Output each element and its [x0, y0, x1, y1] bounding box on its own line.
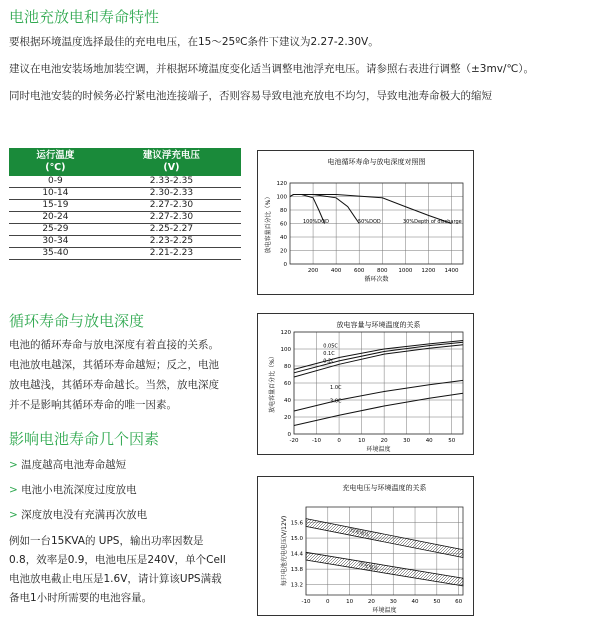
- chart-title: 充电电压与环境温度的关系: [342, 484, 427, 492]
- chart-cycle-life: [257, 150, 474, 295]
- x-tick-label: 50: [448, 438, 456, 444]
- table-row: [9, 248, 241, 260]
- x-tick-label: 50: [433, 599, 441, 605]
- y-tick-label: 20: [280, 248, 287, 255]
- y-tick-label: 15.0: [290, 536, 303, 543]
- series-label: 3.0C: [330, 398, 342, 405]
- band-label: 均充电压: [349, 527, 370, 539]
- table-cell: 2.21-2.23: [102, 248, 241, 260]
- factor-item: [9, 457, 126, 472]
- x-tick-label: 800: [377, 268, 388, 274]
- x-tick-label: 0: [337, 438, 341, 444]
- x-tick-label: 1400: [444, 268, 459, 274]
- header-line: 建议浮充电压: [142, 150, 200, 161]
- y-axis-label: 放电容量百分比（%）: [265, 193, 272, 254]
- x-tick-label: 10: [346, 599, 354, 605]
- table-cell: 10-14: [9, 188, 102, 200]
- chart-title: 电池循环寿命与放电深度对照图: [327, 158, 426, 166]
- section-line: 放电越浅，其循环寿命越长。当然，放电深度: [9, 379, 219, 391]
- y-tick-label: 0: [287, 432, 291, 438]
- intro-paragraph: 要根据环境温度选择最佳的充电电压，在15～25ºC条件下建议为2.27-2.30V。: [9, 36, 379, 48]
- y-tick-label: 15.6: [290, 520, 303, 527]
- y-tick-label: 100: [276, 194, 287, 201]
- y-tick-label: 60: [280, 221, 287, 228]
- header-line: 运行温度: [36, 150, 75, 161]
- table-cell: 15-19: [9, 200, 102, 212]
- y-tick-label: 80: [280, 208, 287, 214]
- y-tick-label: 40: [280, 235, 287, 241]
- chart-capacity-temperature: [257, 313, 474, 455]
- table-cell: 0-9: [9, 176, 102, 188]
- table-cell: 2.30-2.33: [102, 188, 241, 200]
- x-tick-label: 1000: [398, 268, 413, 274]
- table-row: [9, 200, 241, 212]
- table-header-voltage: [102, 148, 241, 176]
- factor-item: [9, 482, 137, 497]
- y-tick-label: 20: [284, 415, 291, 421]
- x-tick-label: 20: [380, 438, 388, 444]
- x-tick-label: 60: [455, 599, 463, 605]
- x-tick-label: 0: [326, 599, 330, 605]
- page-title: 电池充放电和寿命特性: [9, 8, 160, 26]
- x-tick-label: 30: [389, 599, 397, 605]
- table-cell: 25-29: [9, 224, 102, 236]
- table-cell: 30-34: [9, 236, 102, 248]
- example-line: 备电1小时所需要的电池容量。: [9, 592, 153, 604]
- y-tick-label: 13.2: [290, 582, 303, 589]
- series-line: [294, 380, 463, 411]
- table-row: [9, 224, 241, 236]
- chart-title: 放电容量与环境温度的关系: [336, 321, 421, 329]
- table-cell: 2.25-2.27: [102, 224, 241, 236]
- table-cell: 2.33-2.35: [102, 176, 241, 188]
- series-line: [294, 393, 463, 425]
- header-unit: (℃): [45, 162, 66, 173]
- section-line: 电池放电越深，其循环寿命越短；反之，电池: [9, 359, 219, 371]
- chart-cycle-life-svg: [258, 151, 473, 294]
- annotation-label: 30%Depth of discharge: [403, 219, 462, 225]
- factor-item: [9, 507, 147, 522]
- table-cell: 2.23-2.25: [102, 236, 241, 248]
- x-tick-label: -10: [301, 599, 311, 605]
- y-axis-label: 放电容量百分比（%）: [269, 353, 276, 413]
- x-tick-label: 400: [330, 268, 342, 274]
- series-label: 0.1C: [323, 350, 335, 357]
- table-cell: 20-24: [9, 212, 102, 224]
- x-tick-label: -20: [289, 438, 299, 444]
- x-tick-label: -10: [312, 438, 322, 444]
- section-line: 电池的循环寿命与放电深度有着直接的关系。: [9, 339, 219, 351]
- x-tick-label: 200: [307, 268, 319, 274]
- y-tick-label: 14.4: [290, 551, 303, 558]
- chart-capacity-temperature-svg: [258, 314, 473, 454]
- intro-paragraph: 建议在电池安装场地加装空调，并根据环境温度变化适当调整电池浮充电压。请参照右表进行调整（±3mv/℃）。: [9, 63, 534, 75]
- series-line: [294, 342, 463, 373]
- table-row: [9, 176, 241, 188]
- x-tick-label: 40: [425, 438, 433, 444]
- x-tick-label: 1200: [421, 268, 436, 274]
- float-voltage-table: [9, 148, 241, 260]
- bullet-marker: >: [9, 509, 18, 521]
- annotation-label: 100%DOD: [303, 219, 329, 225]
- x-axis-label: 环境温度: [372, 607, 397, 614]
- section-title-cycle-life: 循环寿命与放电深度: [9, 312, 145, 330]
- factor-text: 温度越高电池寿命越短: [21, 459, 127, 471]
- y-tick-label: 60: [284, 381, 291, 387]
- x-axis-label: 循环次数: [364, 276, 389, 283]
- y-tick-label: 80: [284, 364, 291, 370]
- x-tick-label: 10: [358, 438, 366, 444]
- header-unit: (V): [163, 162, 180, 173]
- x-tick-label: 30: [403, 438, 411, 444]
- series-label: 1.0C: [330, 384, 342, 391]
- factor-text: 深度放电没有充满再次放电: [21, 509, 148, 521]
- x-axis-label: 环境温度: [366, 446, 391, 453]
- bullet-marker: >: [9, 484, 18, 496]
- example-line: 电池放电截止电压是1.6V，请计算该UPS满载: [9, 573, 222, 585]
- table-cell: 2.27-2.30: [102, 212, 241, 224]
- factor-text: 电池小电流深度过度放电: [21, 484, 137, 496]
- table-row: [9, 236, 241, 248]
- section-line: 并不是影响其循环寿命的唯一因素。: [9, 399, 177, 411]
- y-tick-label: 120: [280, 330, 291, 336]
- y-tick-label: 0: [283, 262, 287, 268]
- band-label: 浮充电压: [357, 561, 379, 573]
- series-label: 0.2C: [323, 358, 335, 365]
- table-row: [9, 212, 241, 224]
- example-line: 例如一台15KVA的 UPS，输出功率因数是: [9, 535, 204, 547]
- annotation-label: 50%DOD: [358, 219, 381, 225]
- intro-paragraph: 同时电池安装的时候务必拧紧电池连接端子，否则容易导致电池充放电不均匀，导致电池寿命极大的缩短: [9, 90, 492, 102]
- y-tick-label: 40: [284, 398, 291, 404]
- chart-voltage-temperature-svg: [258, 477, 473, 615]
- x-tick-label: 600: [353, 268, 365, 274]
- table-row: [9, 188, 241, 200]
- y-tick-label: 120: [276, 181, 287, 187]
- table-header-row: [9, 148, 241, 176]
- table-cell: 2.27-2.30: [102, 200, 241, 212]
- x-tick-label: 20: [367, 599, 375, 605]
- series-label: 0.05C: [323, 343, 338, 350]
- x-tick-label: 40: [411, 599, 419, 605]
- y-axis-label: 每只电池充电电压(V/12V): [281, 515, 288, 587]
- section-title-factors: 影响电池寿命几个因素: [9, 430, 160, 448]
- example-line: 0.8，效率是0.9，电池电压是240V，单个Cell: [9, 554, 226, 566]
- table-header-temperature: [9, 148, 102, 176]
- y-tick-label: 13.8: [290, 567, 303, 574]
- chart-voltage-temperature: [257, 476, 474, 616]
- bullet-marker: >: [9, 459, 18, 471]
- table-cell: 35-40: [9, 248, 102, 260]
- y-tick-label: 100: [280, 347, 291, 353]
